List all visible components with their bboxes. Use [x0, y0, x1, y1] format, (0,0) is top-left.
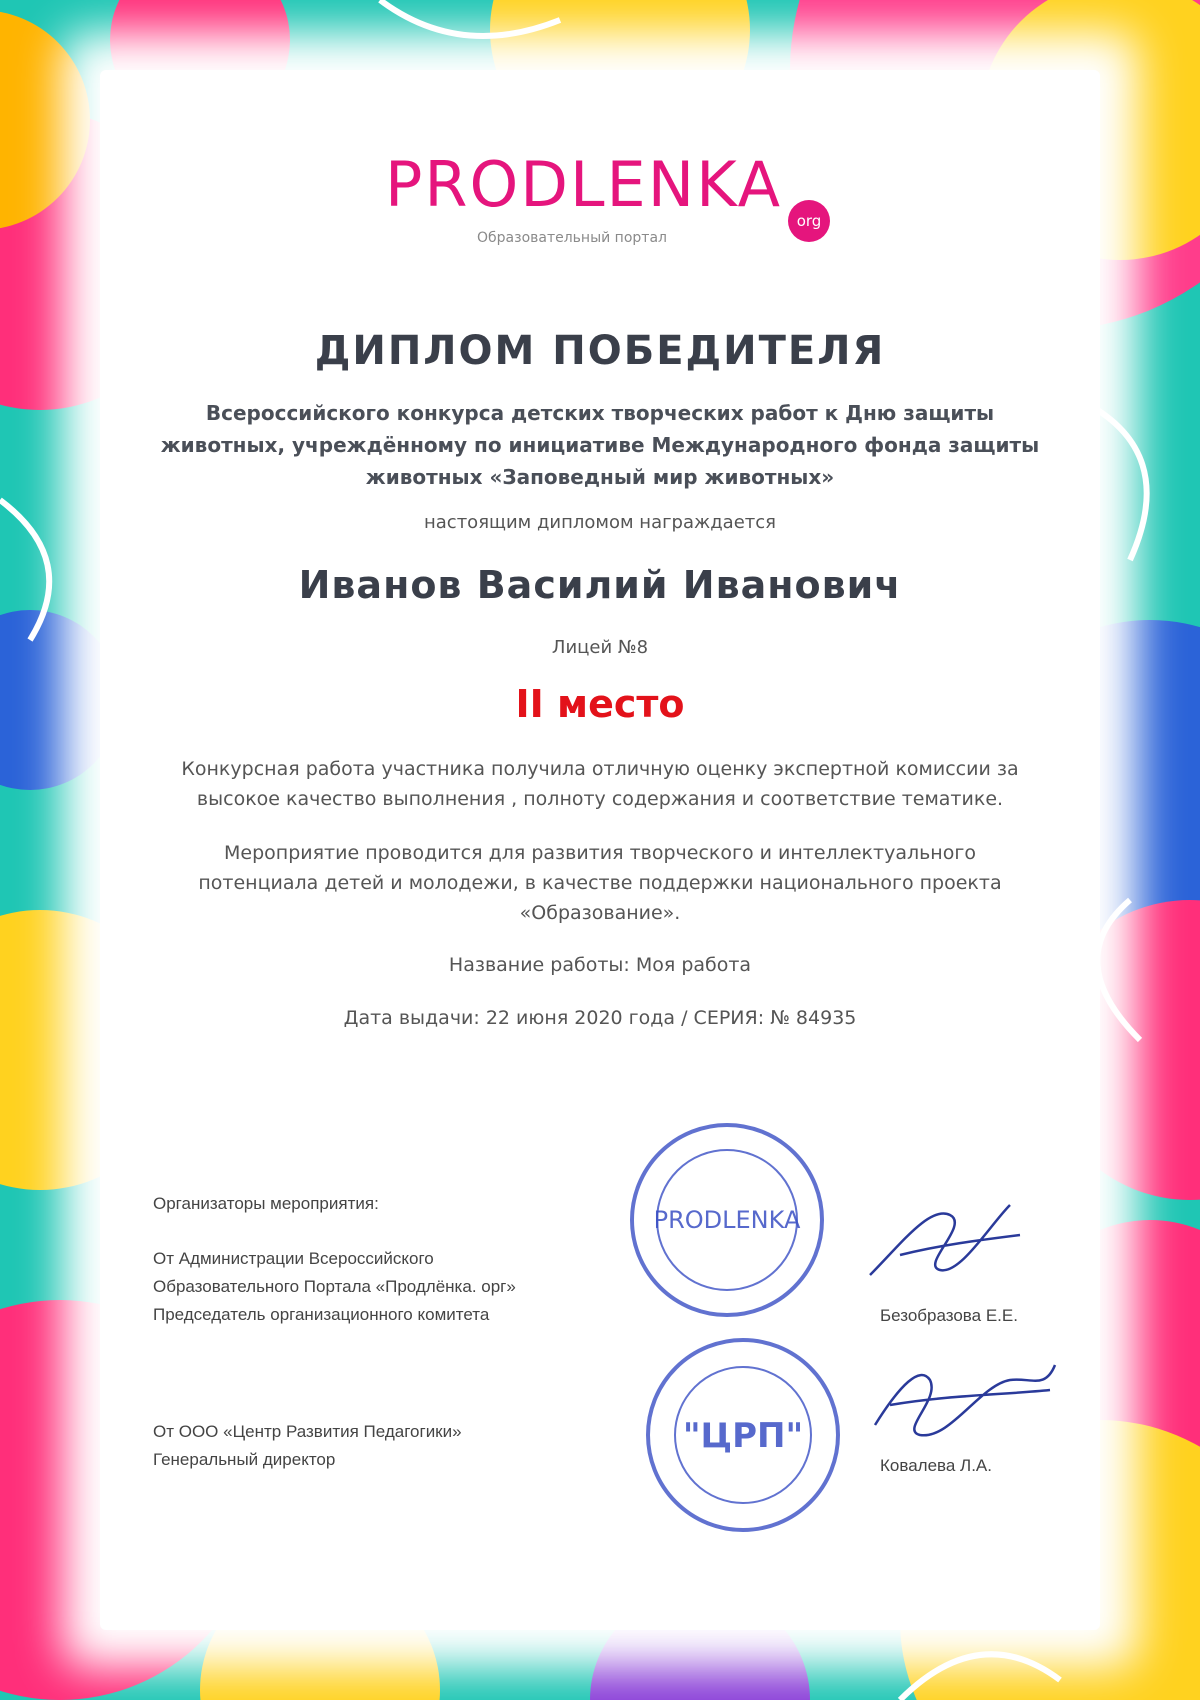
recipient-name: Иванов Василий Иванович: [298, 563, 902, 607]
stamp-1-text: PRODLENKA: [653, 1206, 801, 1234]
organizers-heading: Организаторы мероприятия:: [153, 1194, 379, 1213]
contest-line: животных «Заповедный мир животных»: [365, 465, 835, 489]
organizer-2-block: [153, 1418, 462, 1474]
evaluation-line: высокое качество выполнения , полноту содержания и соответствие тематике.: [196, 788, 1004, 810]
event-line: потенциала детей и молодежи, в качестве поддержки национального проекта: [198, 872, 1002, 894]
signature-2: [860, 1345, 1060, 1455]
evaluation-text: [0, 754, 1200, 814]
contest-description: [0, 397, 1200, 493]
work-name: Название работы: Моя работа: [448, 954, 752, 976]
signer-2-name: Ковалева Л.А.: [880, 1456, 992, 1475]
organizer-1-line: От Администрации Всероссийского: [153, 1249, 434, 1268]
stamp-2-text: "ЦРП": [682, 1416, 804, 1456]
recipient-school: Лицей №8: [551, 637, 649, 658]
event-purpose-text: [0, 838, 1200, 928]
logo-brand-text: PRODLENKA: [385, 148, 783, 221]
contest-line: Всероссийского конкурса детских творческих работ к Дню защиты: [205, 401, 995, 425]
organizer-2-line: От ООО «Центр Развития Педагогики»: [153, 1422, 462, 1441]
prodlenka-logo: [385, 150, 845, 260]
signer-1-name: Безобразова Е.Е.: [880, 1306, 1018, 1325]
evaluation-line: Конкурсная работа участника получила отличную оценку экспертной комиссии за: [181, 758, 1019, 780]
signature-1: [860, 1185, 1030, 1295]
issue-date-series: Дата выдачи: 22 июня 2020 года / СЕРИЯ: № 84935: [343, 1007, 857, 1029]
organizer-1-line: Образовательного Портала «Продлёнка. орг»: [153, 1277, 516, 1296]
prodlenka-stamp: [627, 1120, 827, 1320]
logo-subtitle: Образовательный портал: [477, 230, 667, 246]
event-line: «Образование».: [519, 902, 681, 924]
place-award: II место: [515, 682, 685, 726]
contest-line: животных, учреждённому по инициативе Международного фонда защиты: [160, 433, 1040, 457]
organizer-1-line: Председатель организационного комитета: [153, 1305, 490, 1324]
event-line: Мероприятие проводится для развития творческого и интеллектуального: [224, 842, 976, 864]
crp-stamp: [643, 1335, 843, 1535]
organizer-1-block: [153, 1245, 516, 1329]
organizer-2-line: Генеральный директор: [153, 1450, 336, 1469]
logo-org-badge: org: [788, 200, 830, 242]
diploma-title: ДИПЛОМ ПОБЕДИТЕЛЯ: [314, 328, 886, 374]
awarded-text: настоящим дипломом награждается: [424, 512, 776, 533]
